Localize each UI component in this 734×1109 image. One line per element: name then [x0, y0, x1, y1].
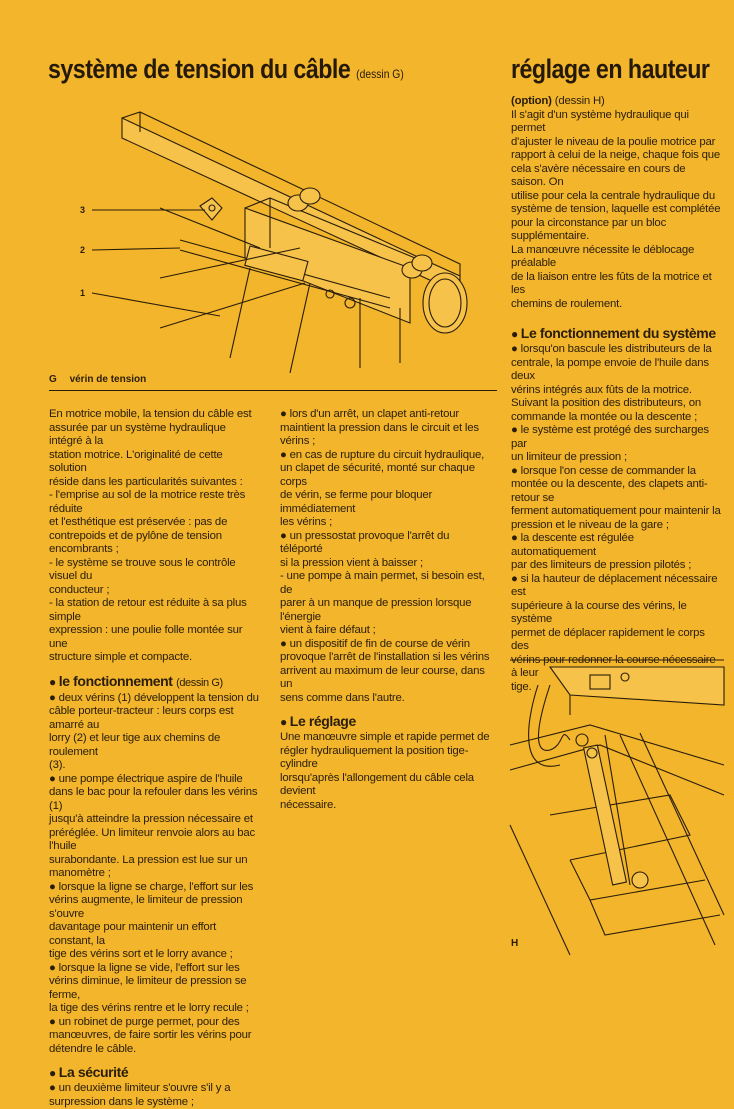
text-line: régler hydrauliquement la position tige-cylindre	[280, 745, 490, 772]
text-line: cela s'avère nécessaire en cours de saison. On	[511, 163, 721, 190]
option-intro-paragraph	[511, 109, 721, 312]
text-line: les vérins ;	[280, 516, 490, 530]
text-line: - l'emprise au sol de la motrice reste très réduite	[49, 489, 261, 516]
securite-paragraph	[49, 1082, 261, 1109]
left-title-main: système de tension du câble	[48, 54, 350, 84]
figure-g-caption	[49, 374, 146, 385]
figure-g-divider	[49, 390, 497, 391]
text-line: supérieure à la course des vérins, le système	[511, 600, 721, 627]
text-line: système de tension, laquelle est complétée	[511, 203, 721, 217]
text-line: ● deux vérins (1) développent la tension du	[49, 692, 261, 706]
text-line: ● lorsque la ligne se charge, l'effort sur les	[49, 881, 261, 895]
heading-systeme: ● Le fonctionnement du système	[511, 325, 721, 343]
text-line: vérins pour redonner la course nécessaire à leur	[511, 654, 721, 681]
text-line: la tige des vérins rentre et le lorry recule ;	[49, 1002, 261, 1016]
text-line: ● un pressostat provoque l'arrêt du téléporté	[280, 530, 490, 557]
fig-g-label-2: 2	[80, 245, 85, 255]
text-line: supplémentaire.	[511, 230, 721, 244]
text-line: pression et le niveau de la gare ;	[511, 519, 721, 533]
text-line: vérins diminue, le limiteur de pression se ferme,	[49, 975, 261, 1002]
text-line: nécessaire.	[280, 799, 490, 813]
text-line: un clapet de sécurité, monté sur chaque corps	[280, 462, 490, 489]
text-line: station motrice. L'originalité de cette solution	[49, 449, 261, 476]
text-line: jusqu'à atteindre la pression nécessaire et	[49, 813, 261, 827]
text-line: commande la montée ou la descente ;	[511, 411, 721, 425]
column-middle	[280, 408, 490, 812]
text-line: dans le bac pour la refouler dans les vérins (1)	[49, 786, 261, 813]
heading-systeme-text: Le fonctionnement du système	[521, 325, 716, 341]
text-line: provoque l'arrêt de l'installation si les vérins	[280, 651, 490, 665]
text-line: préréglée. Un limiteur renvoie alors au bac l'huile	[49, 827, 261, 854]
text-line: - le système se trouve sous le contrôle visuel du	[49, 557, 261, 584]
text-line: rapport à celui de la neige, chaque fois que	[511, 149, 721, 163]
text-line: conducteur ;	[49, 584, 261, 598]
text-line: ● lorsque la ligne se vide, l'effort sur les	[49, 962, 261, 976]
text-line: centrale, la pompe envoie de l'huile dans deux	[511, 357, 721, 384]
text-line: expression : une poulie folle montée sur une	[49, 624, 261, 651]
heading-fonctionnement-sub: (dessin G)	[176, 677, 223, 689]
text-line: maintient la pression dans le circuit et les vérins ;	[280, 422, 490, 449]
text-line: encombrants ;	[49, 543, 261, 557]
text-line: de vérin, se ferme pour bloquer immédiatement	[280, 489, 490, 516]
text-line: ● lorsque l'on cesse de commander la	[511, 465, 721, 479]
figure-g-caption-text: vérin de tension	[70, 374, 147, 385]
text-line: surabondante. La pression est lue sur un	[49, 854, 261, 868]
figure-g-caption-letter: G	[49, 374, 57, 385]
text-line: d'ajuster le niveau de la poulie motrice par	[511, 136, 721, 150]
option-label: (option)	[511, 95, 552, 107]
text-line: lorry (2) et leur tige aux chemins de roulement	[49, 732, 261, 759]
figure-h-drawing	[510, 655, 724, 955]
text-line: de la liaison entre les fûts de la motrice et les	[511, 271, 721, 298]
fig-g-label-1: 1	[80, 288, 85, 298]
text-line: ● un dispositif de fin de course de vérin	[280, 638, 490, 652]
text-line: ● si la hauteur de déplacement nécessaire est	[511, 573, 721, 600]
right-title: réglage en hauteur	[511, 54, 709, 85]
left-title-sub: (dessin G)	[356, 67, 404, 81]
heading-reglage: ● Le réglage	[280, 713, 490, 731]
column-right	[511, 95, 721, 694]
text-line: tige des vérins sort et le lorry avance ;	[49, 948, 261, 962]
heading-securite-text: La sécurité	[59, 1064, 129, 1080]
figure-h-label: H	[511, 938, 518, 949]
text-line: tige.	[511, 681, 721, 695]
text-line: un limiteur de pression ;	[511, 451, 721, 465]
text-line: ● une pompe électrique aspire de l'huile	[49, 773, 261, 787]
text-line: arrivent au maximum de leur course, dans un	[280, 665, 490, 692]
text-line: câble porteur-tracteur : leurs corps est amarré au	[49, 705, 261, 732]
text-line: ● le système est protégé des surcharges par	[511, 424, 721, 451]
fig-g-label-3: 3	[80, 205, 85, 215]
text-line: si la pression vient à baisser ;	[280, 557, 490, 571]
text-line: ● la descente est régulée automatiquement	[511, 532, 721, 559]
left-title	[48, 54, 404, 85]
text-line: vient à faire défaut ;	[280, 624, 490, 638]
text-line: et l'esthétique est préservée : pas de	[49, 516, 261, 530]
text-line: par des limiteurs de pression pilotés ;	[511, 559, 721, 573]
text-line: surpression dans le système ;	[49, 1096, 261, 1109]
text-line: vérins intégrés aux fûts de la motrice.	[511, 384, 721, 398]
text-line: ● lors d'un arrêt, un clapet anti-retour	[280, 408, 490, 422]
text-line: assurée par un système hydraulique intégré à la	[49, 422, 261, 449]
text-line: Une manœuvre simple et rapide permet de	[280, 731, 490, 745]
option-sub: (dessin H)	[555, 95, 605, 107]
systeme-paragraph	[511, 343, 721, 694]
text-line: pour la circonstance par un bloc	[511, 217, 721, 231]
text-line: vérins augmente, le limiteur de pression s'ouvre	[49, 894, 261, 921]
heading-reglage-text: Le réglage	[290, 713, 356, 729]
heading-fonctionnement-text: le fonctionnement	[59, 673, 173, 689]
text-line: Il s'agit d'un système hydraulique qui permet	[511, 109, 721, 136]
text-line: chemins de roulement.	[511, 298, 721, 312]
text-line: structure simple et compacte.	[49, 651, 261, 665]
securite-continued-paragraph	[280, 408, 490, 705]
text-line: montée ou la descente, des clapets anti-retour se	[511, 478, 721, 505]
heading-fonctionnement: ● le fonctionnement (dessin G)	[49, 673, 261, 692]
text-line: ● lorsqu'on bascule les distributeurs de la	[511, 343, 721, 357]
intro-paragraph	[49, 408, 261, 665]
text-line: davantage pour maintenir un effort constant, la	[49, 921, 261, 948]
text-line: utilise pour cela la centrale hydraulique du	[511, 190, 721, 204]
text-line: contrepoids et de pylône de tension	[49, 530, 261, 544]
text-line: ● un robinet de purge permet, pour des	[49, 1016, 261, 1030]
text-line: ● en cas de rupture du circuit hydraulique,	[280, 449, 490, 463]
column-left	[49, 408, 261, 1109]
text-line: (3).	[49, 759, 261, 773]
figure-g-drawing	[60, 98, 500, 378]
text-line: - une pompe à main permet, si besoin est, de	[280, 570, 490, 597]
text-line: manœuvres, de faire sortir les vérins pour	[49, 1029, 261, 1043]
text-line: ferment automatiquement pour maintenir la	[511, 505, 721, 519]
reglage-paragraph	[280, 731, 490, 812]
text-line: En motrice mobile, la tension du câble est	[49, 408, 261, 422]
option-line	[511, 95, 721, 109]
text-line: permet de déplacer rapidement le corps des	[511, 627, 721, 654]
heading-securite: ● La sécurité	[49, 1064, 261, 1082]
text-line: sens comme dans l'autre.	[280, 692, 490, 706]
text-line: parer à un manque de pression lorsque l'énergie	[280, 597, 490, 624]
text-line: lorsqu'après l'allongement du câble cela devient	[280, 772, 490, 799]
text-line: ● un deuxième limiteur s'ouvre s'il y a	[49, 1082, 261, 1096]
text-line: Suivant la position des distributeurs, on	[511, 397, 721, 411]
text-line: détendre le câble.	[49, 1043, 261, 1057]
text-line: La manœuvre nécessite le déblocage préalable	[511, 244, 721, 271]
text-line: réside dans les particularités suivantes :	[49, 476, 261, 490]
text-line: manomètre ;	[49, 867, 261, 881]
fonctionnement-paragraph	[49, 692, 261, 1057]
text-line: - la station de retour est réduite à sa plus simple	[49, 597, 261, 624]
